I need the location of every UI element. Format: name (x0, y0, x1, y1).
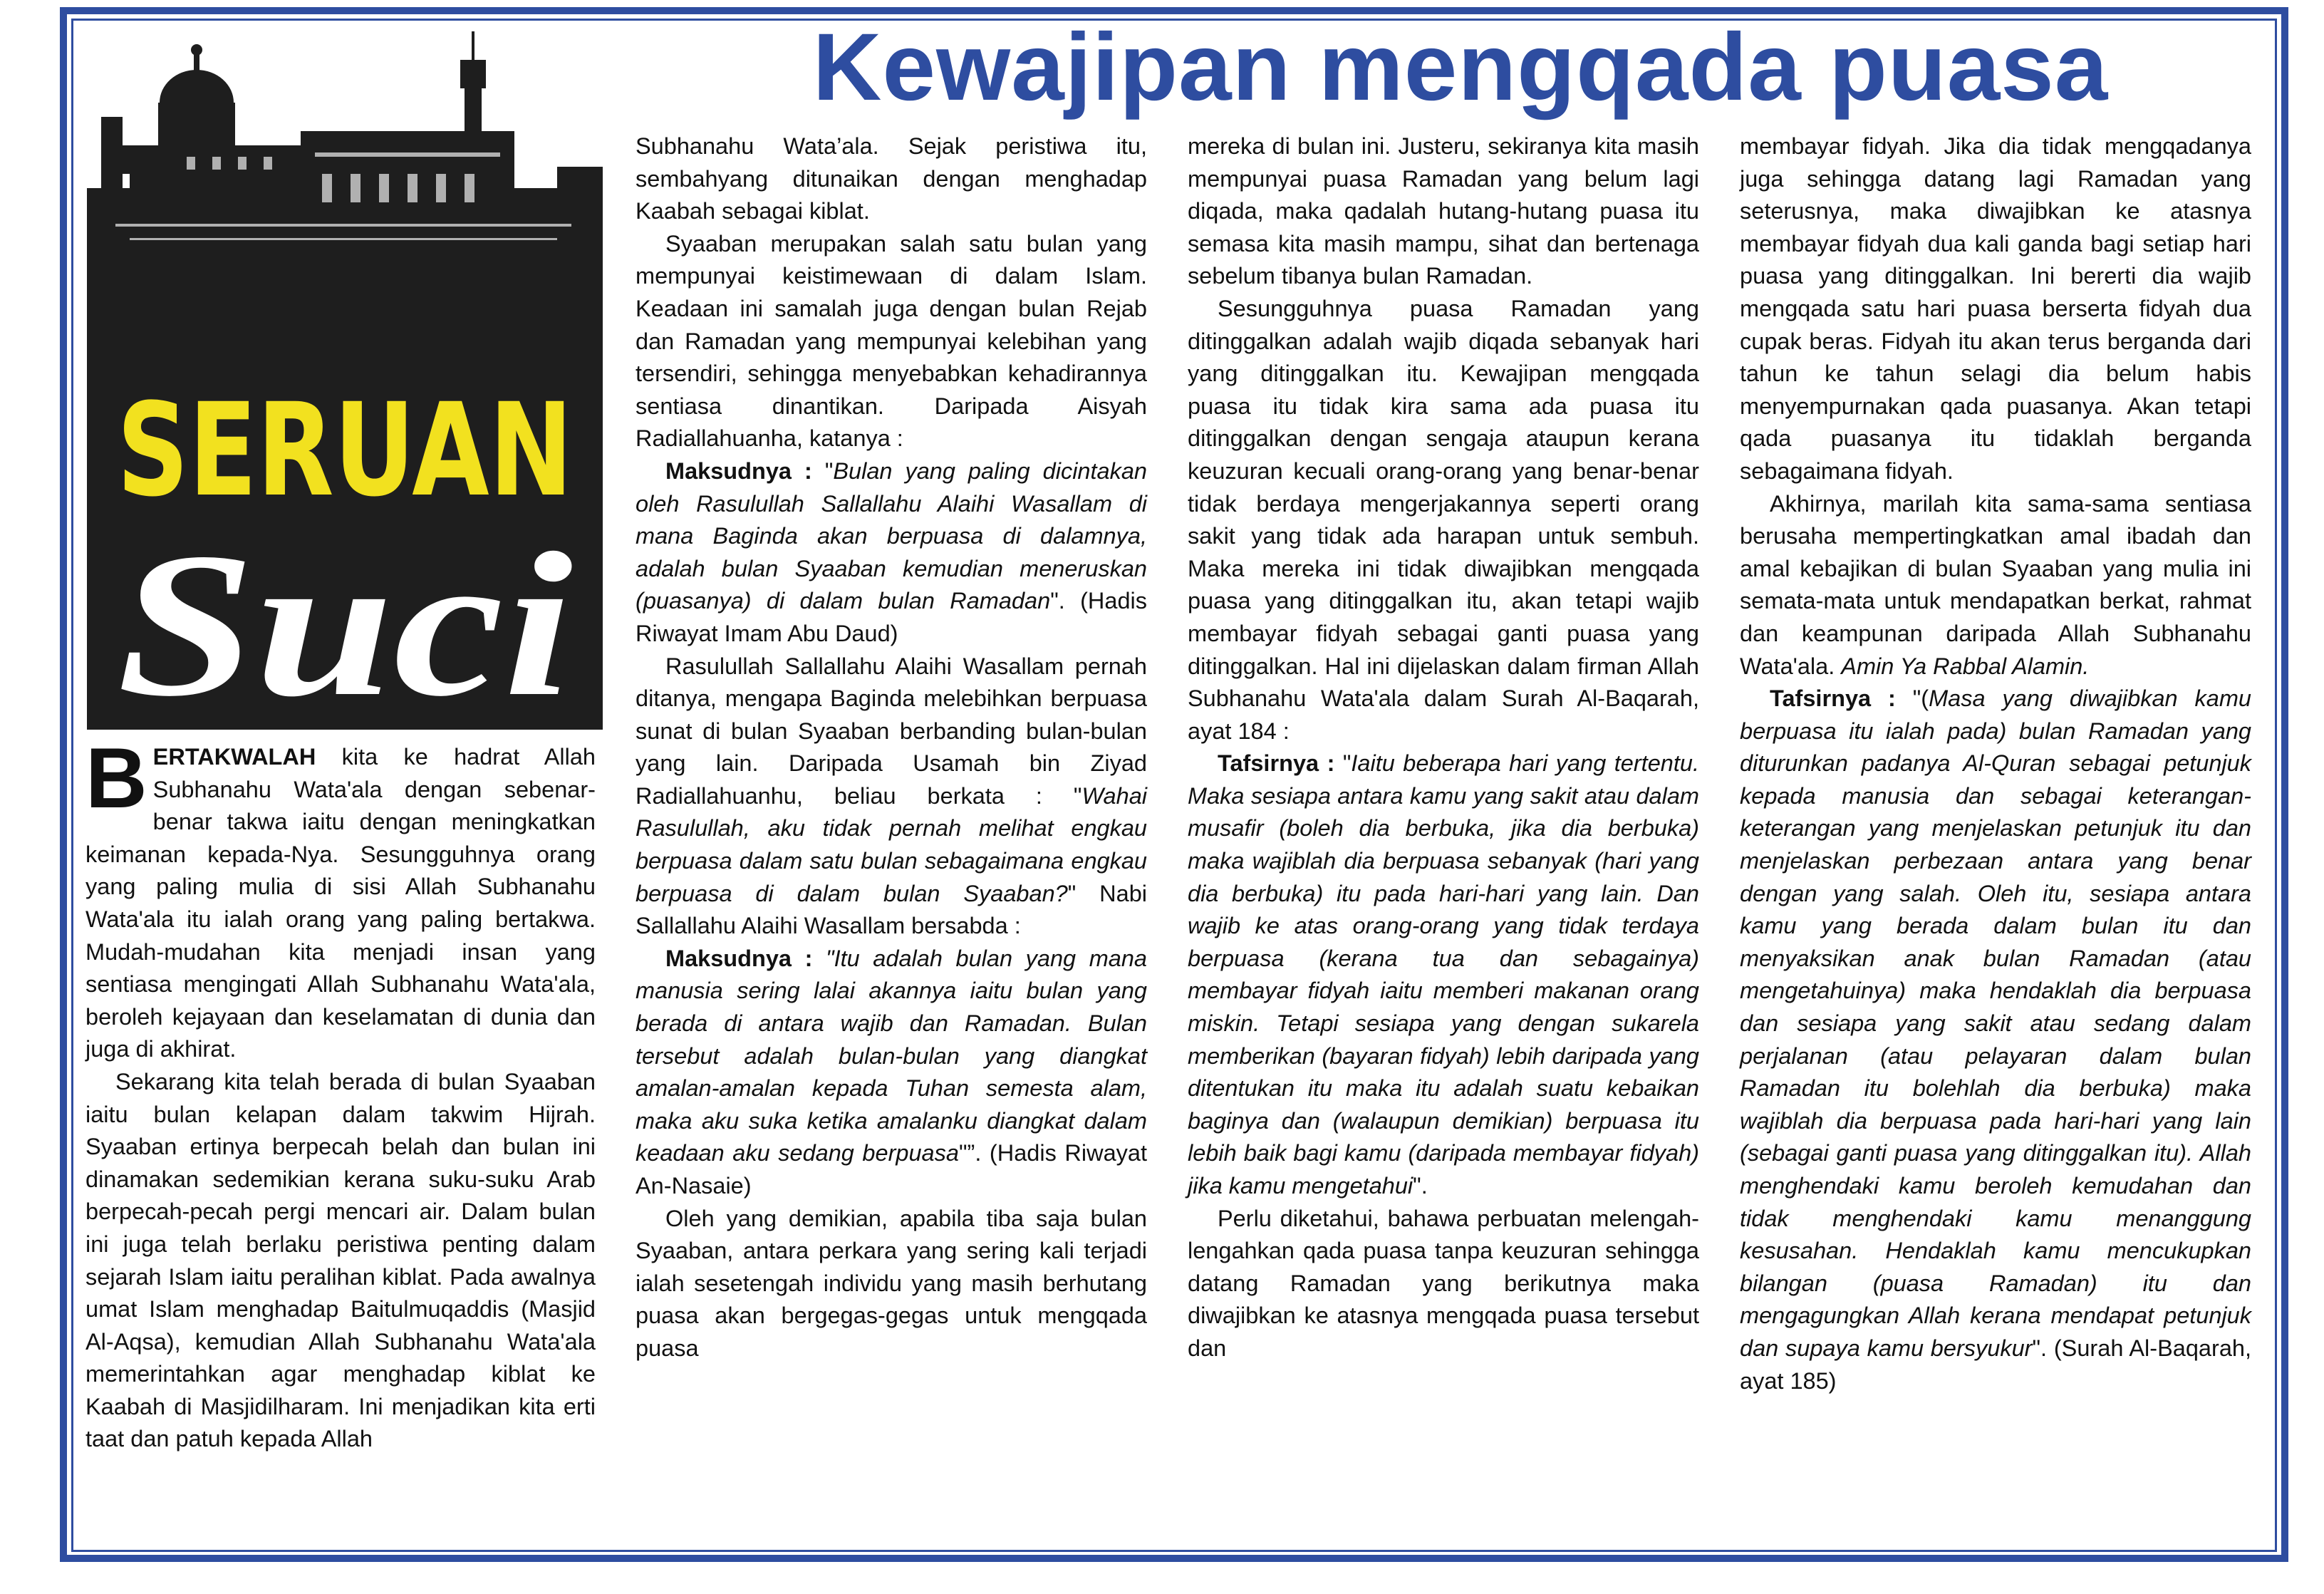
article-paragraph: BERTAKWALAH kita ke hadrat Allah Subhanahu Wata'ala dengan sebenar-benar takwa iaitu dengan meningkatkan keimanan kepada-Nya. Sesungguhnya orang yang paling mulia di sisi Allah Subhanahu Wata'ala itu ialah orang yang paling bertakwa. Mudah-mudahan kita menjadi insan yang sentiasa mengingati Allah Subhanahu Wata'ala, beroleh kejayaan dan keselamatan di dunia dan juga di akhirat. (85, 730, 596, 1062)
article-paragraph: Sekarang kita telah berada di bulan Syaaban iaitu bulan kelapan dalam takwim Hijrah. Syaaban ertinya berpecah belah dan bulan ini dinamakan sedemikian kerana suku-suku Arab berpecah-pecah pergi mencari air. Dalam bulan ini juga telah berlaku peristiwa penting dalam sejarah Islam iaitu peralihan kiblat. Pada awalnya umat Islam menghadap Baitulmuqaddis (Masjid Al-Aqsa), kemudian Allah Subhanahu Wata'ala memerintahkan agar menghadap kiblat ke Kaabah di Masjidilharam. Ini menjadikan kita erti taat dan patuh kepada Allah (85, 1068, 596, 1452)
article-column-3 (1188, 130, 1699, 1365)
article-paragraph: Oleh yang demikian, apabila tiba saja bulan Syaaban, antara perkara yang sering kali terjadi ialah sesetengah individu yang masih berhutang puasa akan bergegas-gegas untuk mengqada puasa (636, 1205, 1147, 1361)
article-paragraph: Akhirnya, marilah kita sama-sama sentiasa berusaha mempertingkatkan amal ibadah dan amal kebajikan di bulan Syaaban yang mulia ini semata-mata untuk mendapatkan berkat, rahmat dan keampunan daripada Allah Subhanahu Wata'ala. Amin Ya Rabbal Alamin. (1740, 490, 2251, 679)
headline: Kewajipan mengqada puasa (812, 14, 2109, 120)
article-paragraph: mereka di bulan ini. Justeru, sekiranya kita masih mempunyai puasa Ramadan yang belum lagi diqada, maka qadalah hutang-hutang puasa itu semasa kita masih mampu, sihat dan bertenaga sebelum tibanya bulan Ramadan. (1188, 133, 1699, 289)
article-column-1 (85, 730, 596, 1456)
article-paragraph: Sesungguhnya puasa Ramadan yang ditinggalkan adalah wajib diqada sebanyak hari yang ditinggalkan itu. Kewajipan mengqada puasa itu tidak kira sama ada puasa itu ditinggalkan dengan sengaja ataupun kerana keuzuran kecuali orang-orang yang benar-benar tidak berdaya mengerjakannya seperti orang sakit yang tidak ada harapan untuk sembuh. Maka mereka ini tidak diwajibkan mengqada puasa yang ditinggalkan itu, akan tetapi wajib membayar fidyah sebagai ganti puasa yang ditinggalkan. Hal ini dijelaskan dalam firman Allah Subhanahu Wata'ala dalam Surah Al-Baqarah, ayat 184 : (1188, 295, 1699, 744)
article-paragraph: Rasulullah Sallallahu Alaihi Wasallam pernah ditanya, mengapa Baginda melebihkan berpuasa sunat di bulan Syaaban berbanding bulan-bulan yang lain. Daripada Usamah bin Ziyad Radiallahuanhu, beliau berkata : "Wahai Rasulullah, aku tidak pernah melihat engkau berpuasa dalam satu bulan sebagaimana engkau berpuasa di dalam bulan Syaaban?" Nabi Sallallahu Alaihi Wasallam bersabda : (636, 653, 1147, 939)
article-paragraph: Perlu diketahui, bahawa perbuatan melengah-lengahkan qada puasa tanpa keuzuran sehingga datang Ramadan yang berikutnya maka diwajibkan ke atasnya mengqada puasa tersebut dan (1188, 1205, 1699, 1361)
lead-word: ERTAKWALAH (152, 744, 316, 770)
article-paragraph: Subhanahu Wata’ala. Sejak peristiwa itu, sembahyang ditunaikan dengan menghadap Kaabah sebagai kiblat. (636, 133, 1147, 224)
article-column-2 (636, 130, 1147, 1365)
quran-quote: Tafsirnya : "(Masa yang diwajibkan kamu berpuasa itu ialah pada) bulan Ramadan yang diturunkan padanya Al-Quran sebagai petunjuk kepada manusia dan sebagai keterangan-keterangan yang menjelaskan petunjuk itu dan menjelaskan perbezaan antara yang benar dengan yang salah. Oleh itu, sesiapa antara kamu yang berada dalam bulan itu dan menyaksikan anak bulan Ramadan (atau mengetahuinya) maka hendaklah dia berpuasa dan sesiapa yang sakit atau sedang dalam perjalanan (atau pelayaran dalam bulan Ramadan itu bolehlah dia berbuka) maka wajiblah dia berpuasa pada hari-hari yang lain (sebagai ganti puasa yang ditinggalkan itu). Allah menghendaki kamu beroleh kemudahan dan tidak menghendaki kamu menanggung kesusahan. Hendaklah kamu mencukupkan bilangan (puasa Ramadan) itu dan mengagungkan Allah kerana mendapat petunjuk dan supaya kamu bersyukur". (Surah Al-Baqarah, ayat 185) (1740, 685, 2252, 1394)
logo-word-seruan: SERUAN (117, 376, 573, 525)
quran-quote: Tafsirnya : "Iaitu beberapa hari yang tertentu. Maka sesiapa antara kamu yang sakit atau dalam musafir (boleh dia berbuka, jika dia berbuka) maka wajiblah dia berpuasa sebanyak (hari yang dia berbuka) itu pada hari-hari yang lain. Dan wajib ke atas orang-orang yang tidak terdaya berpuasa (kerana tua dan sebagainya) membayar fidyah iaitu memberi makanan orang miskin. Tetapi sesiapa yang dengan sukarela memberikan (bayaran fidyah) lebih daripada yang ditentukan itu maka itu adalah suatu kebaikan baginya dan (walaupun demikian) berpuasa itu lebih baik bagi kamu (daripada membayar fidyah) jika kamu mengetahui". (1188, 750, 1699, 1199)
logo-word-suci: Suci (117, 510, 574, 739)
article-paragraph: Syaaban merupakan salah satu bulan yang mempunyai keistimewaan di dalam Islam. Keadaan ini samalah juga dengan bulan Rejab dan Ramadan yang mempunyai kelebihan yang tersendiri, sehingga menyebabkan kehadirannya sentiasa dinantikan. Daripada Aisyah Radiallahuanha, katanya : (636, 230, 1147, 452)
article-column-4 (1740, 130, 2251, 1397)
drop-cap: B (85, 730, 147, 826)
article-paragraph: membayar fidyah. Jika dia tidak mengqadanya juga sehingga datang lagi Ramadan yang seterusnya, maka diwajibkan ke atasnya membayar fidyah dua kali ganda bagi setiap hari puasa yang ditinggalkan. Ini bererti dia wajib mengqada satu hari puasa berserta fidyah dua cupak beras. Fidyah itu akan terus berganda dari tahun ke tahun selagi dia belum habis menyempurnakan qada puasanya. Akan tetapi qada puasanya itu tidaklah berganda sebagaimana fidyah. (1740, 133, 2251, 484)
hadith-quote: Maksudnya : "Bulan yang paling dicintakan oleh Rasulullah Sallallahu Alaihi Wasallam di mana Baginda akan berpuasa di dalamnya, adalah bulan Syaaban kemudian meneruskan (puasanya) di dalam bulan Ramadan". (Hadis Riwayat Imam Abu Daud) (636, 457, 1148, 646)
seruan-suci-logo (87, 24, 603, 739)
hadith-quote: Maksudnya : "Itu adalah bulan yang mana manusia sering lalai akannya iaitu bulan yang berada di antara wajib dan Ramadan. Bulan tersebut adalah bulan-bulan yang diangkat amalan-amalan kepada Tuhan semesta alam, maka aku suka ketika amalanku diangkat dalam keadaan aku sedang berpuasa"”. (Hadis Riwayat An-Nasaie) (636, 945, 1148, 1199)
